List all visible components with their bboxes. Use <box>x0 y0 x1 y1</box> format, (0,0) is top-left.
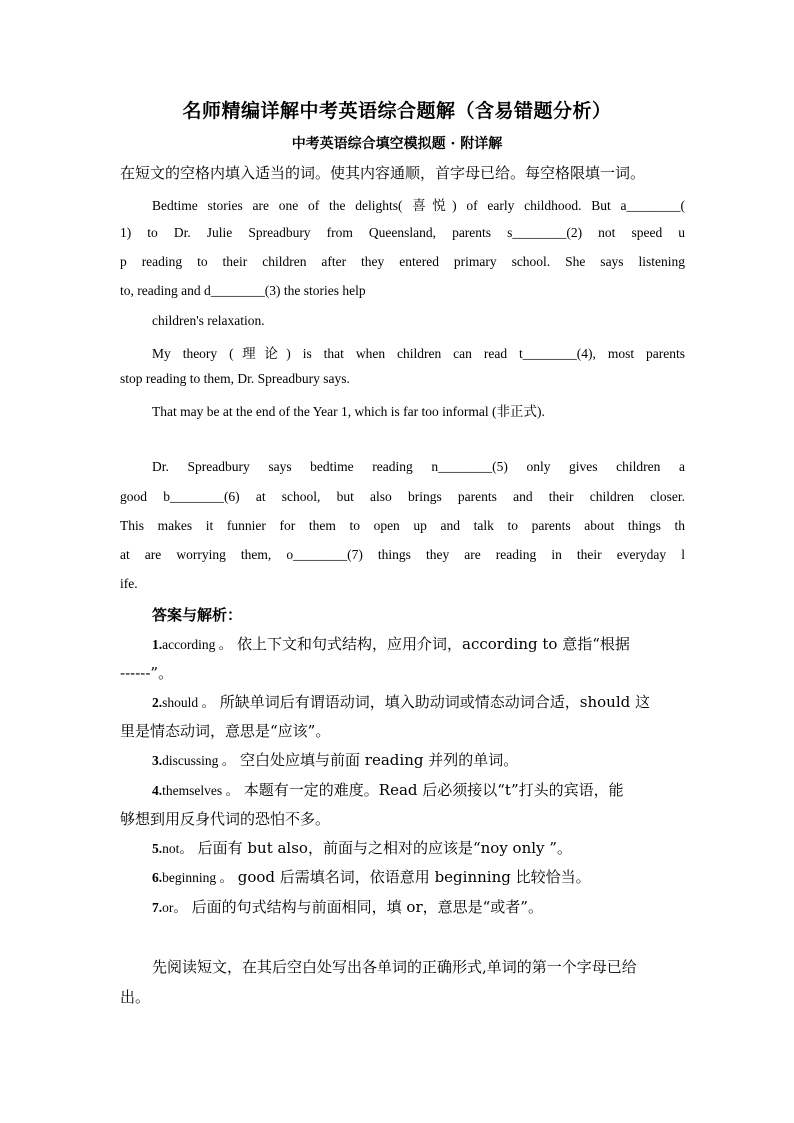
answer-item: 6.beginning 。 good 后需填名词，依语意用 beginning 比较恰当。 <box>152 868 591 886</box>
passage-line: That may be at the end of the Year 1, which is far too informal (非正式). <box>152 404 545 419</box>
instruction-text: 在短文的空格内填入适当的词。使其内容通顺，首字母已给。每空格限填一词。 <box>120 164 646 182</box>
passage-line: children's relaxation. <box>152 313 265 328</box>
passage-line: This makes it funnier for them to open up and talk to parents about things th <box>120 518 685 533</box>
next-instruction: 先阅读短文，在其后空白处写出各单词的正确形式,单词的第一个字母已给 <box>152 958 637 976</box>
answer-item-cont: ------”。 <box>120 664 174 682</box>
answer-item: 2.should 。 所缺单词后有谓语动词，填入助动词或情态动词合适，should 这 <box>152 693 651 711</box>
passage-line: p reading to their children after they entered primary school. She says listening <box>120 254 685 269</box>
passage-line: ife. <box>120 576 138 591</box>
answers-heading: 答案与解析： <box>152 606 243 624</box>
passage-line: stop reading to them, Dr. Spreadbury says. <box>120 371 350 386</box>
answer-item: 4.themselves 。 本题有一定的难度。Read 后必须接以“t”打头的宾语，能 <box>152 781 624 799</box>
answer-item: 3.discussing 。 空白处应填与前面 reading 并列的单词。 <box>152 751 519 769</box>
answer-item: 7.or。 后面的句式结构与前面相同，填 or，意思是“或者”。 <box>152 898 543 916</box>
answer-item-cont: 够想到用反身代词的恐怕不多。 <box>120 810 331 828</box>
passage-line: good b________(6) at school, but also brings parents and their children closer. <box>120 489 685 504</box>
answer-item: 5.not。 后面有 but also，前面与之相对的应该是“noy only ”。 <box>152 839 572 857</box>
document-subtitle: 中考英语综合填空模拟题 · 附详解 <box>291 136 503 152</box>
passage-line: at are worrying them, o________(7) things they are reading in their everyday l <box>120 547 685 562</box>
passage-line: 1) to Dr. Julie Spreadbury from Queensland, parents s________(2) not speed u <box>120 225 685 240</box>
passage-line: to, reading and d________(3) the stories help <box>120 283 366 298</box>
passage-line: Dr. Spreadbury says bedtime reading n________(5) only gives children a <box>152 459 685 474</box>
passage-line: My theory (理论) is that when children can read t________(4), most parents <box>152 346 685 361</box>
answer-item-cont: 里是情态动词，意思是“应该”。 <box>120 722 331 740</box>
document-title: 名师精编详解中考英语综合题解（含易错题分析） <box>182 100 612 122</box>
passage-line: Bedtime stories are one of the delights( 喜悦) of early childhood. But a________( <box>152 198 685 213</box>
answer-item: 1.according 。 依上下文和句式结构，应用介词，according to 意指“根据 <box>152 635 630 653</box>
next-instruction-cont: 出。 <box>120 988 151 1006</box>
